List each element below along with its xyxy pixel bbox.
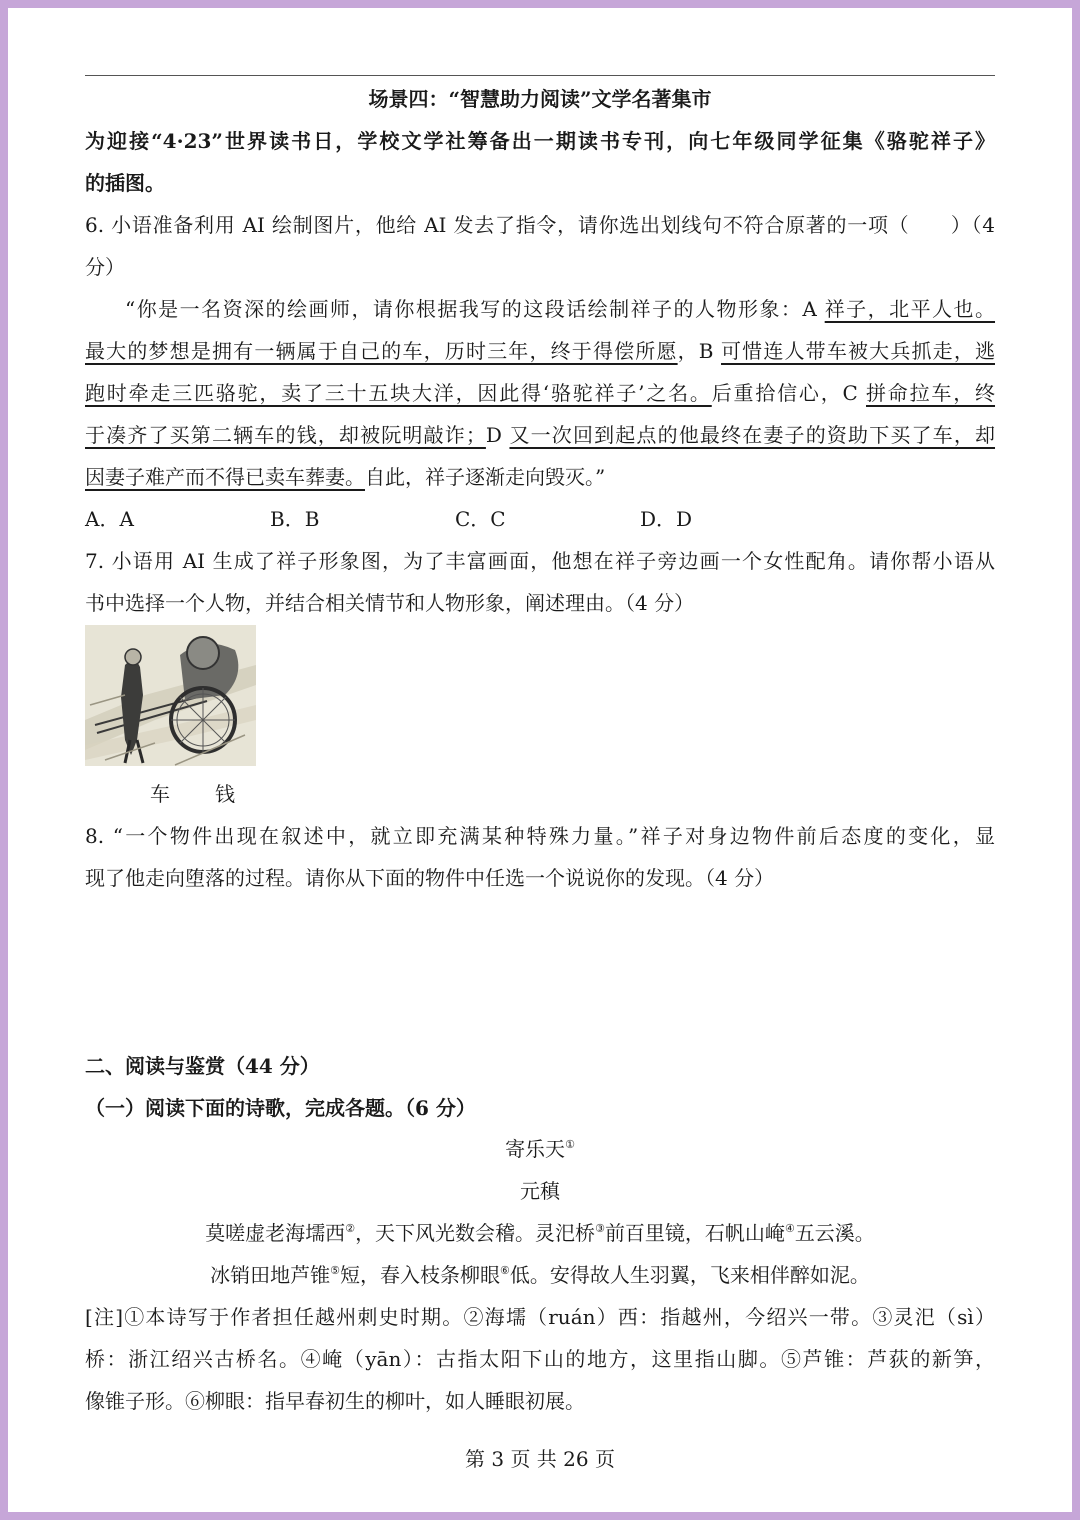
poem-note-ref: ② bbox=[345, 1222, 356, 1235]
q7-line1: 7. 小语用 AI 生成了祥子形象图，为了丰富画面，他想在祥子旁边画一个女性配角。请你帮小语从 bbox=[85, 549, 995, 573]
q6-passage-text: “你是一名资深的绘画师，请你根据我写的这段话绘制祥子的人物形象：A bbox=[125, 297, 825, 321]
poem-note-ref: ⑥ bbox=[500, 1264, 510, 1277]
q6-passage-line5 bbox=[85, 462, 605, 492]
q6-stem-line2: 分） bbox=[85, 255, 125, 279]
poem-title-note: ① bbox=[565, 1138, 575, 1151]
poem-line1 bbox=[85, 1218, 995, 1248]
poem-text: 五云溪。 bbox=[794, 1221, 875, 1245]
q6-stem-line1: 6. 小语准备利用 AI 绘制图片，他给 AI 发去了指令，请你选出划线句不符合原著的一项（ ）（4 bbox=[85, 213, 995, 237]
q6-underlined-b-cont: 跑时牵走三匹骆驼，卖了三十五块大洋，因此得‘骆驼祥子’之名。 bbox=[85, 381, 712, 405]
q7-line2: 书中选择一个人物，并结合相关情节和人物形象，阐述理由。（4 分） bbox=[85, 591, 695, 615]
poem-line2 bbox=[85, 1260, 995, 1290]
q6-underlined-c: 拼命拉车，终 bbox=[866, 381, 996, 405]
xiangzi-rickshaw-illustration bbox=[85, 625, 256, 766]
q6-passage-line4 bbox=[85, 420, 995, 450]
poem-author: 元稹 bbox=[520, 1179, 560, 1203]
poem-text: 冰销田地芦锥 bbox=[210, 1263, 331, 1287]
q6-option-c: C．C bbox=[455, 507, 506, 531]
poem-note-ref: ⑤ bbox=[330, 1264, 340, 1277]
page-number: 第 3 页 共 26 页 bbox=[465, 1447, 615, 1471]
notes-line3: 像锥子形。⑥柳眼：指早春初生的柳叶，如人睡眼初展。 bbox=[85, 1389, 585, 1413]
scene-title: 场景四：“智慧助力阅读”文学名著集市 bbox=[368, 87, 712, 111]
poem-title bbox=[85, 1134, 995, 1164]
q6-underlined-b: 可惜连人带车被大兵抓走，逃 bbox=[721, 339, 995, 363]
item-label-cart: 车 bbox=[150, 782, 170, 806]
poem-text: 短，春入枝条柳眼 bbox=[340, 1263, 500, 1287]
q6-passage-line1 bbox=[85, 294, 995, 324]
poem-text: ，天下风光数会稽。灵汜桥 bbox=[355, 1221, 596, 1245]
q8-line1: 8. “一个物件出现在叙述中，就立即充满某种特殊力量。”祥子对身边物件前后态度的变化，显 bbox=[85, 824, 995, 848]
q6-passage-text: ，B bbox=[677, 339, 722, 363]
item-label-money: 钱 bbox=[215, 782, 235, 806]
header-rule bbox=[85, 75, 995, 76]
notes-line2: 桥：浙江绍兴古桥名。④崦（yān）：古指太阳下山的地方，这里指山脚。⑤芦锥：芦荻的新笋， bbox=[85, 1347, 995, 1371]
q6-underlined-d-cont: 因妻子难产而不得已卖车葬妻。 bbox=[85, 465, 365, 489]
page bbox=[8, 8, 1072, 1512]
q6-underlined-a: 祥子，北平人也。 bbox=[824, 297, 996, 321]
poem-text: 前百里镜，石帆山崦 bbox=[604, 1221, 785, 1245]
q6-passage-text: D bbox=[485, 423, 510, 447]
scene-intro-line2: 的插图。 bbox=[85, 171, 165, 195]
notes-line1: [注]①本诗写于作者担任越州刺史时期。②海壖（ruán）西：指越州，今绍兴一带。③灵汜（sì） bbox=[85, 1305, 995, 1329]
q6-passage-text: 自此，祥子逐渐走向毁灭。” bbox=[365, 465, 606, 489]
q6-passage-line2 bbox=[85, 336, 995, 366]
q6-passage-line3 bbox=[85, 378, 995, 408]
q6-underlined-c-cont: 于凑齐了买第二辆车的钱，却被阮明敲诈； bbox=[85, 423, 486, 447]
poem-text: 莫嗟虚老海壖西 bbox=[205, 1221, 346, 1245]
poem-text: 低。安得故人生羽翼，飞来相伴醉如泥。 bbox=[509, 1263, 870, 1287]
q6-option-d: D．D bbox=[640, 507, 693, 531]
q6-passage-text: 后重拾信心，C bbox=[711, 381, 866, 405]
poem-note-ref: ③ bbox=[595, 1222, 605, 1235]
poem-title-text: 寄乐天 bbox=[505, 1137, 566, 1161]
q8-line2: 现了他走向堕落的过程。请你从下面的物件中任选一个说说你的发现。（4 分） bbox=[85, 866, 775, 890]
q6-underlined-a-cont: 最大的梦想是拥有一辆属于自己的车，历时三年，终于得偿所愿 bbox=[85, 339, 678, 363]
section2-subtitle: （一）阅读下面的诗歌，完成各题。（6 分） bbox=[85, 1096, 476, 1120]
q6-option-b: B．B bbox=[270, 507, 320, 531]
section2-title: 二、阅读与鉴赏（44 分） bbox=[85, 1054, 320, 1078]
poem-note-ref: ④ bbox=[784, 1222, 795, 1235]
q6-underlined-d: 又一次回到起点的他最终在妻子的资助下买了车，却 bbox=[509, 423, 996, 447]
scene-intro-line1: 为迎接“4·23”世界读书日，学校文学社筹备出一期读书专刊，向七年级同学征集《骆驼祥子》 bbox=[85, 129, 995, 153]
q6-option-a: A．A bbox=[85, 507, 134, 531]
